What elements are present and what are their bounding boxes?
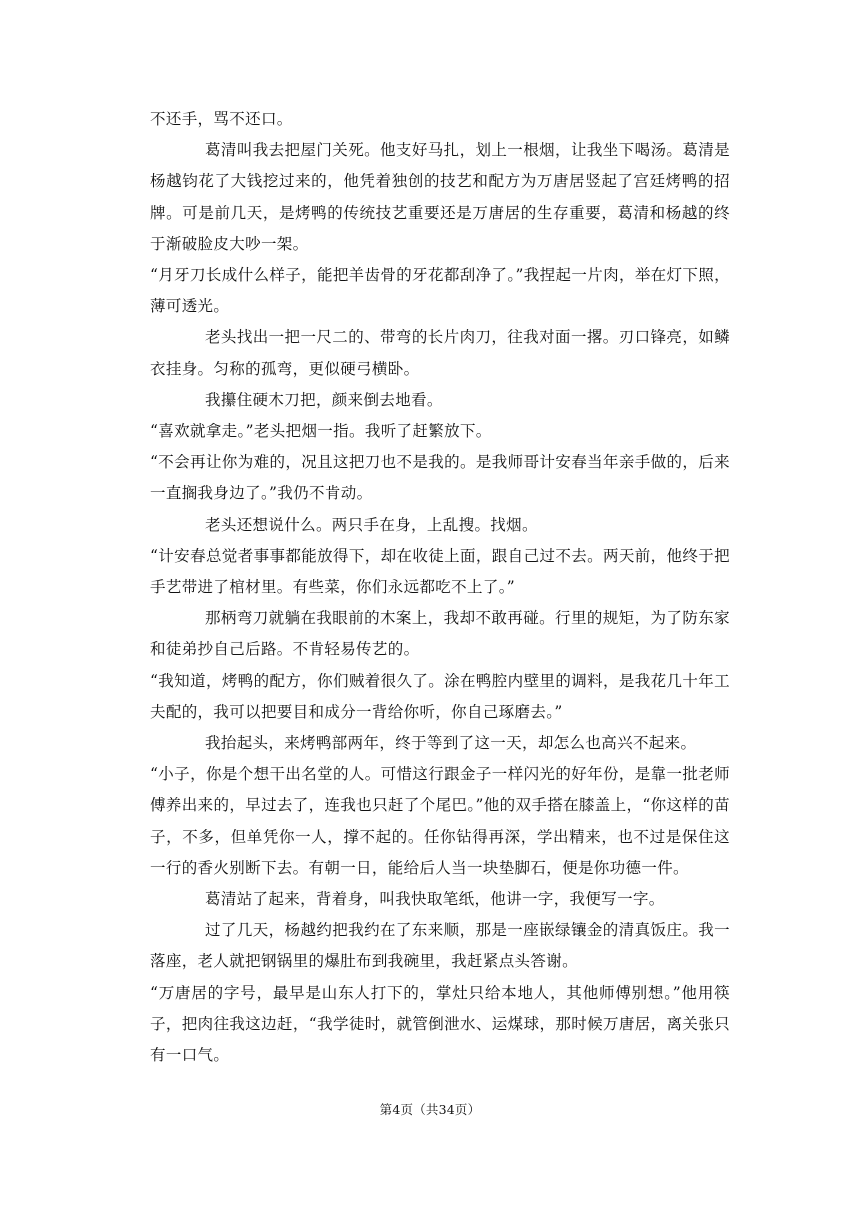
paragraph: 那柄弯刀就躺在我眼前的木案上，我却不敢再碰。行里的规矩，为了防东家和徒弟抄自己后路。不肯轻易传艺的。 bbox=[150, 609, 730, 659]
paragraph: 葛清站了起来，背着身，叫我快取笔纸，他讲一字，我便写一字。 bbox=[205, 890, 665, 909]
paragraph: 我攥住硬木刀把，颜来倒去地看。 bbox=[205, 390, 443, 409]
paragraph: “不会再让你为难的，况且这把刀也不是我的。是我师哥计安春当年亲手做的，后来一直搁我身边了。”我仍不肯动。 bbox=[150, 453, 730, 503]
paragraph: “万唐居的字号，最早是山东人打下的，掌灶只给本地人，其他师傅别想。”他用筷子，把肉往我这边赶，“我学徒时，就管倒泄水、运煤球，那时候万唐居，离关张只有一口气。 bbox=[150, 983, 730, 1065]
paragraph: 不还手，骂不还口。 bbox=[150, 110, 293, 128]
paragraph: “我知道，烤鸭的配方，你们贼着很久了。涂在鸭腔内壁里的调料，是我花几十年工夫配的，我可以把要目和成分一背给你听，你自己琢磨去。” bbox=[150, 671, 730, 721]
paragraph: “喜欢就拿走。”老头把烟一指。我听了赶繁放下。 bbox=[150, 422, 492, 441]
paragraph: 老头还想说什么。两只手在身，上乱搜。找烟。 bbox=[205, 515, 538, 534]
paragraph: “小子，你是个想干出名堂的人。可惜这行跟金子一样闪光的好年份，是靠一批老师傅养出来的，早过去了，连我也只赶了个尾巴。”他的双手搭在膝盖上，“你这样的苗子，不多，但单凭你一人，撑不起的。任你钻得再深，学出精来，也不过是保住这一行的香火别断下去。有朝一日，能给后人当一块垫脚石，便是你功德一件。 bbox=[150, 765, 730, 877]
paragraph: 老头找出一把一尺二的、带弯的长片肉刀，往我对面一撂。刃口锋亮，如鳞衣挂身。匀称的孤弯，更似硬弓横卧。 bbox=[150, 328, 730, 378]
paragraph: “月牙刀长成什么样子，能把羊齿骨的牙花都刮净了。”我捏起一片肉，举在灯下照，薄可透光。 bbox=[150, 266, 730, 316]
paragraph: 过了几天，杨越约把我约在了东来顺，那是一座嵌绿镶金的清真饭庄。我一落座，老人就把钢锅里的爆肚布到我碗里，我赶紧点头答谢。 bbox=[150, 921, 730, 971]
document-body bbox=[150, 104, 730, 1071]
paragraph: 葛清叫我去把屋门关死。他支好马扎，划上一根烟，让我坐下喝汤。葛清是杨越钧花了大钱挖过来的，他凭着独创的技艺和配方为万唐居竖起了宫廷烤鸭的招牌。可是前几天，是烤鸭的传统技艺重要还是万唐居的生存重要，葛清和杨越的终于渐破脸皮大吵一架。 bbox=[150, 141, 730, 253]
paragraph: 我抬起头，来烤鸭部两年，终于等到了这一天，却怎么也高兴不起来。 bbox=[205, 734, 697, 753]
paragraph: “计安春总觉者事事都能放得下，却在收徒上面，跟自己过不去。两天前，他终于把手艺带进了棺材里。有些菜，你们永远都吃不上了。” bbox=[150, 546, 730, 597]
page-number-footer: 第4页（共34页） bbox=[379, 1102, 481, 1117]
